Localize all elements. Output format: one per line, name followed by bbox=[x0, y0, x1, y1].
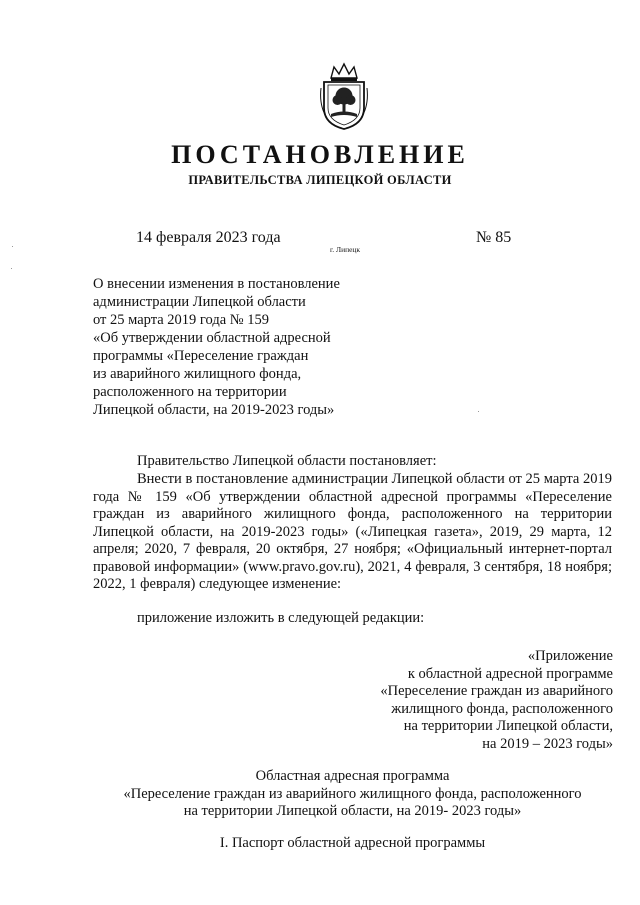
subject-line: «Об утверждении областной адресной bbox=[93, 330, 331, 346]
subject-line: от 25 марта 2019 года № 159 bbox=[93, 312, 269, 328]
appendix-heading bbox=[380, 648, 613, 753]
decree-statement: Правительство Липецкой области постановляет: bbox=[137, 453, 437, 469]
document-number: № 85 bbox=[476, 229, 512, 246]
subject-line: Липецкой области, на 2019-2023 годы» bbox=[93, 402, 335, 418]
document-title: ПОСТАНОВЛЕНИЕ bbox=[171, 140, 469, 169]
amendment-paragraph: Внести в постановление администрации Липецкой области от 25 марта 2019 года № 159 «Об утверждении областной адресной программы «Переселение граждан из аварийного жилищного фонда, расположенного на территории Липецкой области, на 2019-2023 годы» («Липецкая газета», 2019, 29 марта, 12 апреля; 2020, 7 февраля, 20 октября, 27 ноября; «Официальный интернет-портал правовой информации» (www.pravo.gov.ru), 2021, 4 февраля, 3 сентября, 18 ноября; 2022, 1 февраля) следующее изменение: bbox=[93, 471, 612, 592]
appendix-line: «Переселение граждан из аварийного bbox=[380, 683, 613, 699]
document-subtitle: ПРАВИТЕЛЬСТВА ЛИПЕЦКОЙ ОБЛАСТИ bbox=[188, 173, 452, 187]
scan-speck bbox=[11, 268, 12, 269]
subject-line: программы «Переселение граждан bbox=[93, 348, 309, 364]
appendix-line: «Приложение bbox=[527, 648, 613, 664]
scan-speck bbox=[12, 246, 13, 247]
appendix-line: на территории Липецкой области, bbox=[403, 718, 613, 734]
program-title-line: «Переселение граждан из аварийного жилищного фонда, расположенного bbox=[123, 785, 582, 802]
section-heading: I. Паспорт областной адресной программы bbox=[219, 835, 486, 851]
appendix-line: на 2019 – 2023 годы» bbox=[482, 735, 613, 752]
subject-line: из аварийного жилищного фонда, bbox=[93, 366, 302, 382]
scan-speck bbox=[478, 411, 479, 412]
program-title bbox=[0, 768, 640, 821]
coat-of-arms-emblem bbox=[319, 62, 369, 130]
document-place: г. Липецк bbox=[330, 245, 361, 254]
program-title-line: Областная адресная программа bbox=[255, 768, 450, 784]
subject-line: администрации Липецкой области bbox=[93, 294, 306, 310]
instruction-paragraph: приложение изложить в следующей редакции: bbox=[137, 610, 425, 626]
subject-line: расположенного на территории bbox=[93, 384, 287, 400]
program-title-line: на территории Липецкой области, на 2019- 2023 годы» bbox=[183, 803, 522, 819]
appendix-line: к областной адресной программе bbox=[407, 665, 613, 682]
subject-block bbox=[93, 275, 393, 419]
document-date: 14 февраля 2023 года bbox=[136, 229, 281, 246]
subject-line: О внесении изменения в постановление bbox=[93, 276, 340, 292]
appendix-line: жилищного фонда, расположенного bbox=[391, 700, 613, 717]
